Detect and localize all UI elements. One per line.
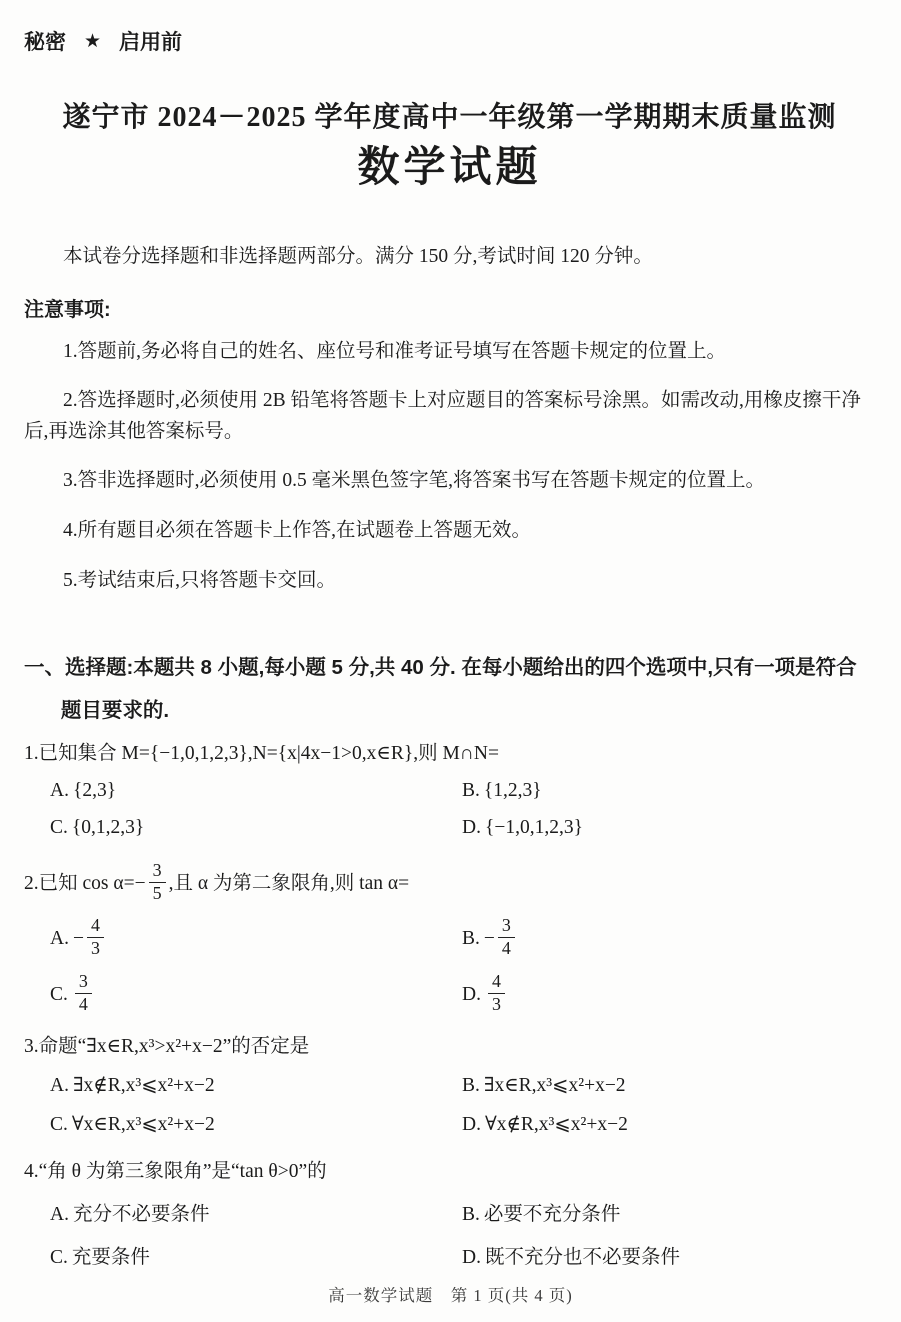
stage-label: 启用前 xyxy=(119,31,183,54)
intro-paragraph: 本试卷分选择题和非选择题两部分。满分 150 分,考试时间 120 分钟。 xyxy=(63,246,653,268)
fraction-numerator: 3 xyxy=(78,971,88,992)
question-2-options xyxy=(50,914,875,1017)
question-3-option-b xyxy=(462,1073,875,1097)
option-label: D. xyxy=(462,1247,481,1269)
option-sign: − xyxy=(483,927,495,949)
question-3-option-c xyxy=(50,1112,462,1136)
option-label: D. xyxy=(462,984,481,1006)
option-label: A. xyxy=(50,1204,69,1226)
fraction xyxy=(149,861,166,903)
secret-banner xyxy=(24,26,875,56)
fraction-numerator: 4 xyxy=(90,914,100,935)
notice-item-4: 4.所有题目必须在答题卡上作答,在试题卷上答题无效。 xyxy=(63,520,532,542)
question-4-option-a xyxy=(50,1198,462,1226)
question-1-stem: 1.已知集合 M={−1,0,1,2,3},N={x|4x−1>0,x∈R},则 M∩N= xyxy=(24,743,499,765)
question-3-option-d xyxy=(462,1112,875,1136)
section-one-heading: 一、选择题:本题共 8 小题,每小题 5 分,共 40 分. 在每小题给出的四个选项中,只有一项是符合题目要求的. xyxy=(24,656,857,723)
option-text: ∀x∉R,x³⩽x²+x−2 xyxy=(484,1113,628,1135)
exam-subtitle: 数学试题 xyxy=(357,145,542,191)
fraction-numerator: 3 xyxy=(501,914,511,935)
question-4-options xyxy=(50,1198,875,1269)
question-4 xyxy=(24,1158,875,1269)
question-2 xyxy=(24,859,875,1016)
option-label: D. xyxy=(462,1113,481,1135)
fraction-denominator: 4 xyxy=(498,937,515,959)
option-label: C. xyxy=(50,1113,68,1135)
option-label: C. xyxy=(50,817,68,839)
question-1-option-b xyxy=(462,780,875,802)
option-text: {0,1,2,3} xyxy=(71,817,145,839)
option-text: 既不充分也不必要条件 xyxy=(484,1247,680,1269)
notice-item-3: 3.答非选择题时,必须使用 0.5 毫米黑色签字笔,将答案书写在答题卡规定的位置上。 xyxy=(63,470,766,492)
option-label: C. xyxy=(50,984,68,1006)
option-text: ∃x∈R,x³⩽x²+x−2 xyxy=(483,1074,626,1096)
question-1-option-a xyxy=(50,780,462,802)
fraction-numerator: 4 xyxy=(491,971,501,992)
fraction xyxy=(498,916,515,958)
fraction-denominator: 4 xyxy=(75,993,92,1015)
option-text: 充分不必要条件 xyxy=(72,1204,210,1226)
fraction xyxy=(75,972,92,1014)
option-sign: − xyxy=(72,927,84,949)
classification-label: 秘密 xyxy=(24,31,66,54)
fraction-denominator: 5 xyxy=(149,882,166,904)
fraction xyxy=(87,916,104,958)
question-2-option-c xyxy=(50,970,462,1016)
question-3-stem: 3.命题“∃x∈R,x³>x²+x−2”的否定是 xyxy=(24,1035,310,1057)
question-4-option-b xyxy=(462,1198,875,1226)
page-footer: 高一数学试题 第 1 页(共 4 页) xyxy=(328,1286,573,1305)
question-3 xyxy=(24,1033,875,1136)
option-label: A. xyxy=(50,927,69,949)
exam-title: 遂宁市 2024－2025 学年度高中一年级第一学期期末质量监测 xyxy=(62,102,837,133)
question-2-option-a xyxy=(50,914,462,960)
option-label: B. xyxy=(462,780,480,802)
option-text: ∃x∉R,x³⩽x²+x−2 xyxy=(72,1074,215,1096)
option-label: C. xyxy=(50,1247,68,1269)
question-4-stem: 4.“角 θ 为第三象限角”是“tan θ>0”的 xyxy=(24,1160,327,1182)
fraction xyxy=(488,972,505,1014)
question-2-stem xyxy=(24,859,875,905)
notice-heading: 注意事项: xyxy=(24,298,111,321)
star-icon: ★ xyxy=(84,30,102,52)
question-4-option-c xyxy=(50,1241,462,1269)
fraction-numerator: 3 xyxy=(152,860,162,881)
option-text: {1,2,3} xyxy=(483,780,542,802)
option-label: B. xyxy=(462,1074,480,1096)
option-text: ∀x∈R,x³⩽x²+x−2 xyxy=(71,1113,215,1135)
option-label: B. xyxy=(462,1204,480,1226)
question-1-option-d xyxy=(462,817,875,839)
notice-item-2: 2.答选择题时,必须使用 2B 铅笔将答题卡上对应题目的答案标号涂黑。如需改动,用橡皮擦干净后,再选涂其他答案标号。 xyxy=(24,390,861,442)
fraction-denominator: 3 xyxy=(488,993,505,1015)
question-1-option-c xyxy=(50,817,462,839)
question-4-option-d xyxy=(462,1241,875,1269)
option-label: A. xyxy=(50,1074,69,1096)
question-3-option-a xyxy=(50,1073,462,1097)
option-text: 必要不充分条件 xyxy=(483,1204,621,1226)
stem-text-post: ,且 α 为第二象限角,则 tan α= xyxy=(168,873,410,895)
question-3-options xyxy=(50,1073,875,1136)
notice-item-5: 5.考试结束后,只将答题卡交回。 xyxy=(63,569,337,591)
option-text: 充要条件 xyxy=(71,1247,150,1269)
option-label: A. xyxy=(50,780,69,802)
fraction-denominator: 3 xyxy=(87,937,104,959)
question-1-options xyxy=(50,780,875,839)
notice-item-1: 1.答题前,务必将自己的姓名、座位号和准考证号填写在答题卡规定的位置上。 xyxy=(63,340,727,362)
question-2-option-b xyxy=(462,914,875,960)
option-label: B. xyxy=(462,927,480,949)
question-2-option-d xyxy=(462,970,875,1016)
option-text: {−1,0,1,2,3} xyxy=(484,817,583,839)
option-label: D. xyxy=(462,817,481,839)
stem-text-pre: 2.已知 cos α=− xyxy=(24,873,146,895)
question-1 xyxy=(24,740,875,839)
option-text: {2,3} xyxy=(72,780,117,802)
